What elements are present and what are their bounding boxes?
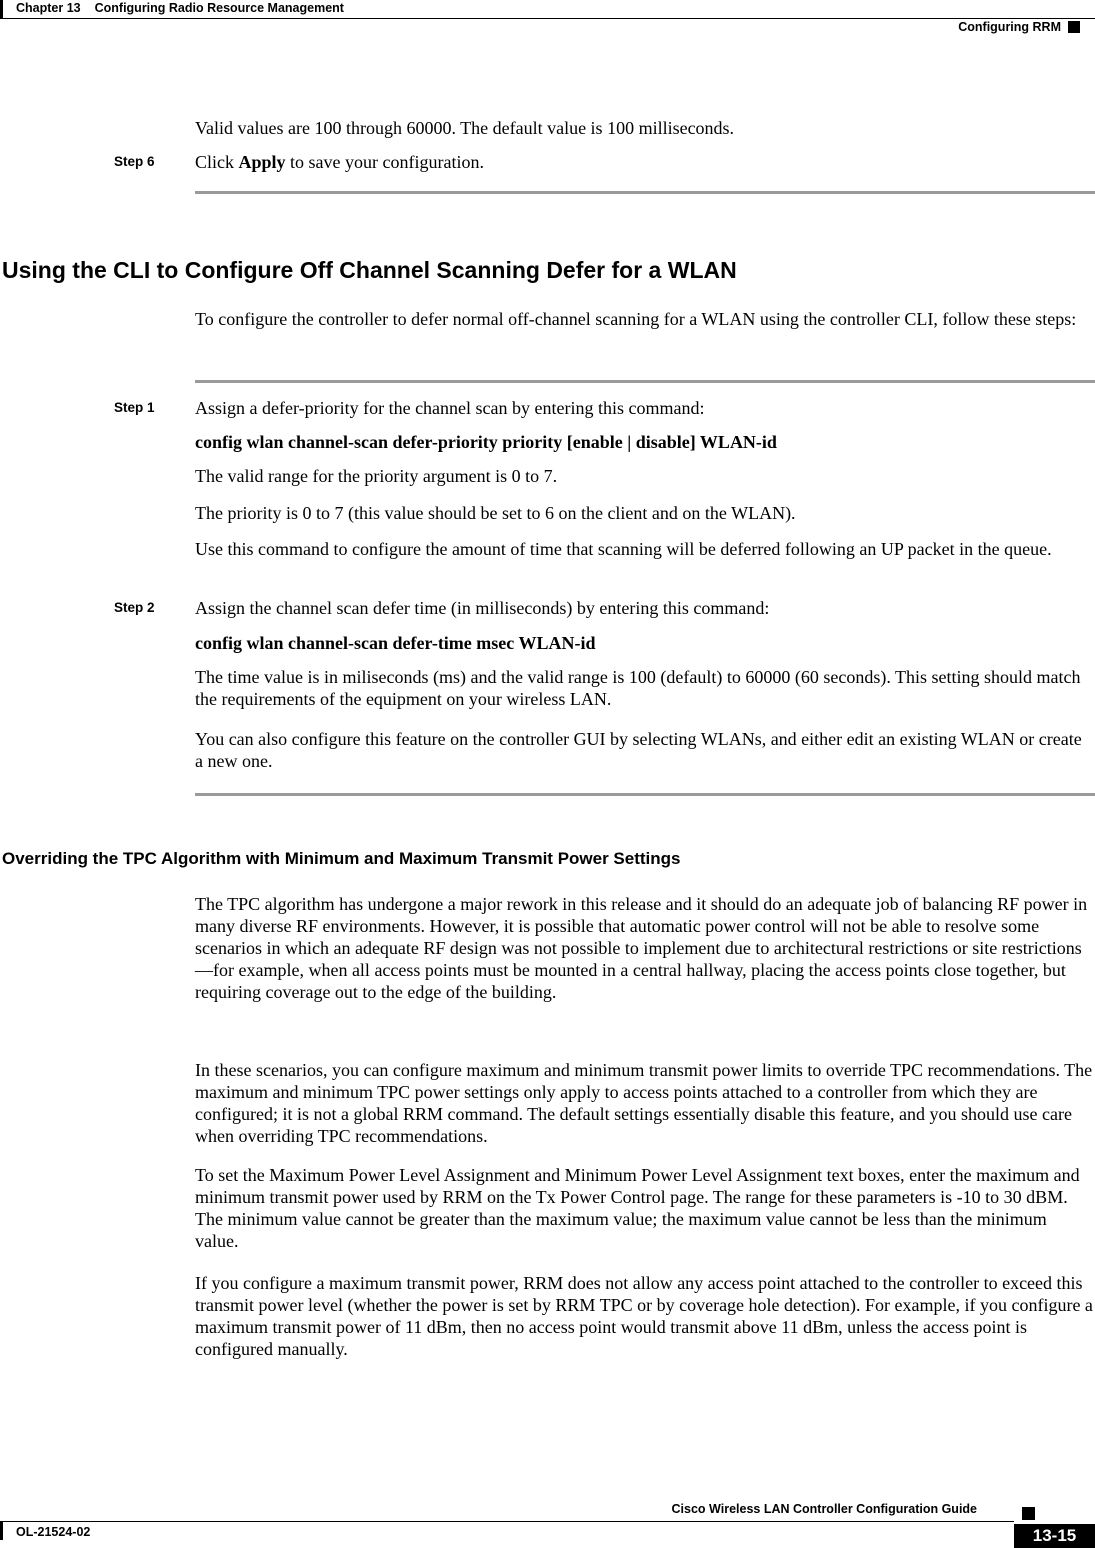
tpc-paragraph-1: The TPC algorithm has undergone a major rework in this release and it should do an adequate job of balancing RF power in many diverse RF environments. However, it is possible that automatic power control will not be able to resolve some scenarios in which an adequate RF design was not possible to implement due to architectural restrictions or site restrictions—for example, when all access points must be mounted in a central hallway, placing the access points close together, but requiring coverage out to the edge of the building.	[195, 894, 1088, 1002]
header-section: Configuring RRM	[958, 20, 1061, 34]
step-2-label: Step 2	[114, 600, 155, 615]
steps-end-rule	[195, 793, 1095, 796]
step-6-text: Click Apply to save your configuration.	[195, 152, 484, 172]
header-marker	[1068, 21, 1080, 33]
step-6-label: Step 6	[114, 154, 155, 169]
footer-tick	[0, 1522, 3, 1540]
step-2-time-note: The time value is in miliseconds (ms) and the valid range is 100 (default) to 60000 (60 seconds). This setting should match the requirements of the equipment on your wireless LAN.	[195, 667, 1081, 709]
valid-values-text: Valid values are 100 through 60000. The default value is 100 milliseconds.	[195, 118, 735, 138]
tpc-paragraph-3: To set the Maximum Power Level Assignment and Minimum Power Level Assignment text boxes, enter the maximum and minimum transmit power used by RRM on the Tx Power Control page. The range for these parameters is -10 to 30 dBM. The minimum value cannot be greater than the maximum value; the maximum value cannot be less than the minimum value.	[195, 1165, 1080, 1251]
step-1-label: Step 1	[114, 400, 155, 415]
tpc-section-heading: Overriding the TPC Algorithm with Minimum and Maximum Transmit Power Settings	[2, 849, 681, 868]
apply-keyword: Apply	[238, 152, 286, 172]
tpc-paragraph-2: In these scenarios, you can configure maximum and minimum transmit power limits to override TPC recommendations. The maximum and minimum TPC power settings only apply to access points attached to a controller from which they are configured; it is not a global RRM command. The default settings essentially disable this feature, and you should use care when overriding TPC recommendations.	[195, 1060, 1093, 1146]
footer-marker	[1022, 1507, 1035, 1520]
cli-intro: To configure the controller to defer normal off-channel scanning for a WLAN using the controller CLI, follow these steps:	[195, 309, 1077, 329]
cli-section-heading: Using the CLI to Configure Off Channel Scanning Defer for a WLAN	[2, 257, 737, 283]
header-rule	[0, 18, 1095, 19]
page-number: 13-15	[1014, 1524, 1095, 1548]
step-1-priority-note: The priority is 0 to 7 (this value should be set to 6 on the client and on the WLAN).	[195, 503, 796, 523]
chapter-label: Chapter 13	[16, 1, 81, 15]
step-1-usage: Use this command to configure the amount of time that scanning will be deferred following an UP packet in the queue.	[195, 539, 1052, 559]
step-1-text: Assign a defer-priority for the channel scan by entering this command:	[195, 398, 705, 418]
step-1-range: The valid range for the priority argument is 0 to 7.	[195, 466, 558, 486]
footer-doc-number: OL-21524-02	[16, 1525, 91, 1539]
step-1-command: config wlan channel-scan defer-priority priority [enable | disable] WLAN-id	[195, 432, 777, 452]
header-chapter	[16, 0, 344, 16]
tpc-paragraph-4: If you configure a maximum transmit power, RRM does not allow any access point attached to the controller to exceed this transmit power level (whether the power is set by RRM TPC or by coverage hole detection). For example, if you configure a maximum transmit power of 11 dBm, then no access point would transmit above 11 dBm, unless the access point is configured manually.	[195, 1273, 1093, 1359]
step-2-gui-note: You can also configure this feature on the controller GUI by selecting WLANs, and either edit an existing WLAN or create a new one.	[195, 729, 1082, 771]
footer-rule	[0, 1521, 1014, 1522]
step-2-command: config wlan channel-scan defer-time msec WLAN-id	[195, 633, 596, 653]
step-2-text: Assign the channel scan defer time (in milliseconds) by entering this command:	[195, 598, 770, 618]
step-end-rule	[195, 191, 1095, 194]
chapter-title: Configuring Radio Resource Management	[94, 1, 344, 15]
steps-start-rule	[195, 380, 1095, 383]
footer-guide-title: Cisco Wireless LAN Controller Configuration Guide	[671, 1502, 977, 1516]
header-tick	[0, 0, 3, 18]
